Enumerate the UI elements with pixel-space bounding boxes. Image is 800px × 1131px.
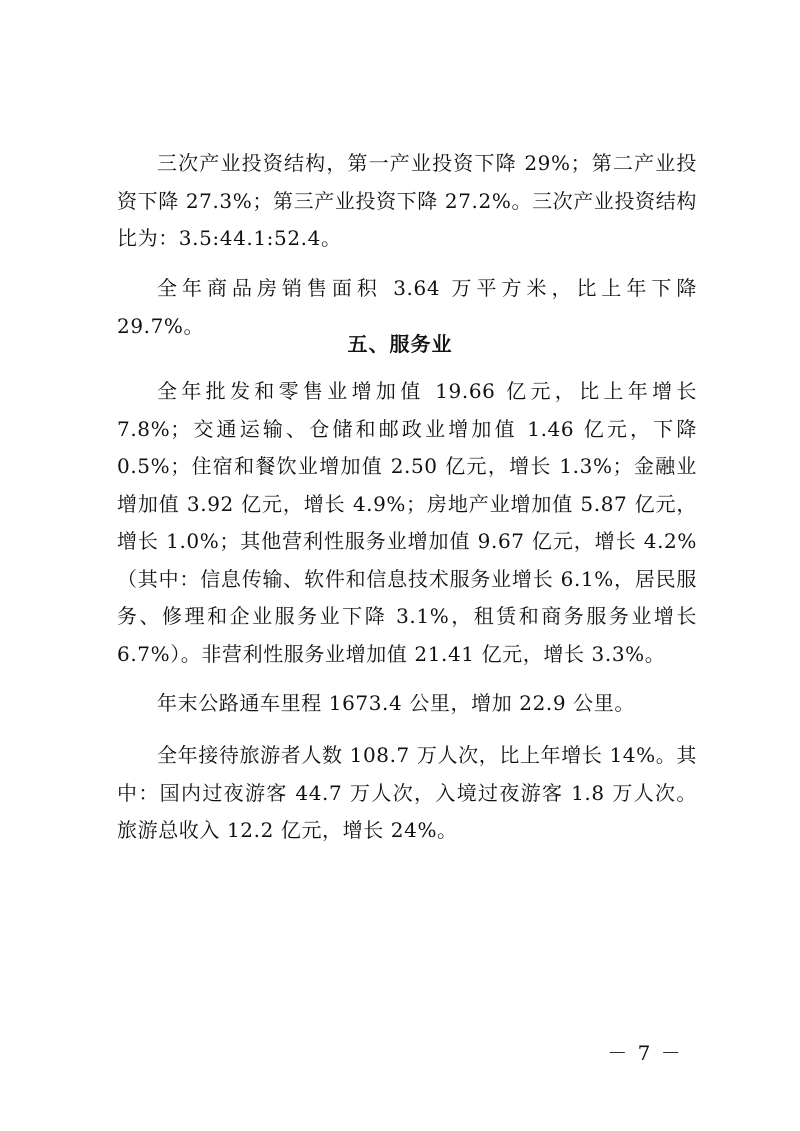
page-number: － 7 － bbox=[607, 1041, 683, 1065]
section-heading-services: 五、服务业 bbox=[347, 332, 453, 356]
paragraph-tourism: 全年接待旅游者人数 108.7 万人次，比上年增长 14%。其中：国内过夜游客 44.7 万人次，入境过夜游客 1.8 万人次。旅游总收入 12.2 亿元，增长 24%。 bbox=[117, 743, 697, 842]
paragraph-housing-sales: 全年商品房销售面积 3.64 万平方米，比上年下降 29.7%。 bbox=[117, 276, 697, 338]
paragraph-investment-structure: 三次产业投资结构，第一产业投资下降 29%；第二产业投资下降 27.3%；第三产业投资下降 27.2%。三次产业投资结构比为：3.5:44.1:52.4。 bbox=[117, 151, 697, 250]
paragraph-highway-mileage: 年末公路通车里程 1673.4 公里，增加 22.9 公里。 bbox=[157, 691, 635, 715]
paragraph-service-industry-value: 全年批发和零售业增加值 19.66 亿元，比上年增长 7.8%；交通运输、仓储和邮政业增加值 1.46 亿元，下降 0.5%；住宿和餐饮业增加值 2.50 亿元，增长 1.3%；金融业增加值 3.92 亿元，增长 4.9%；房地产业增加值 5.87 亿元，增长 1.0%；其他营利性服务业增加值 9.67 亿元，增长 4.2%（其中：信息传输、软件和信息技术服务业增长 6.1%，居民服务、修理和企业服务业下降 3.1%，租赁和商务服务业增长 6.7%）。非营利性服务业增加值 21.41 亿元，增长 3.3%。 bbox=[117, 379, 697, 666]
